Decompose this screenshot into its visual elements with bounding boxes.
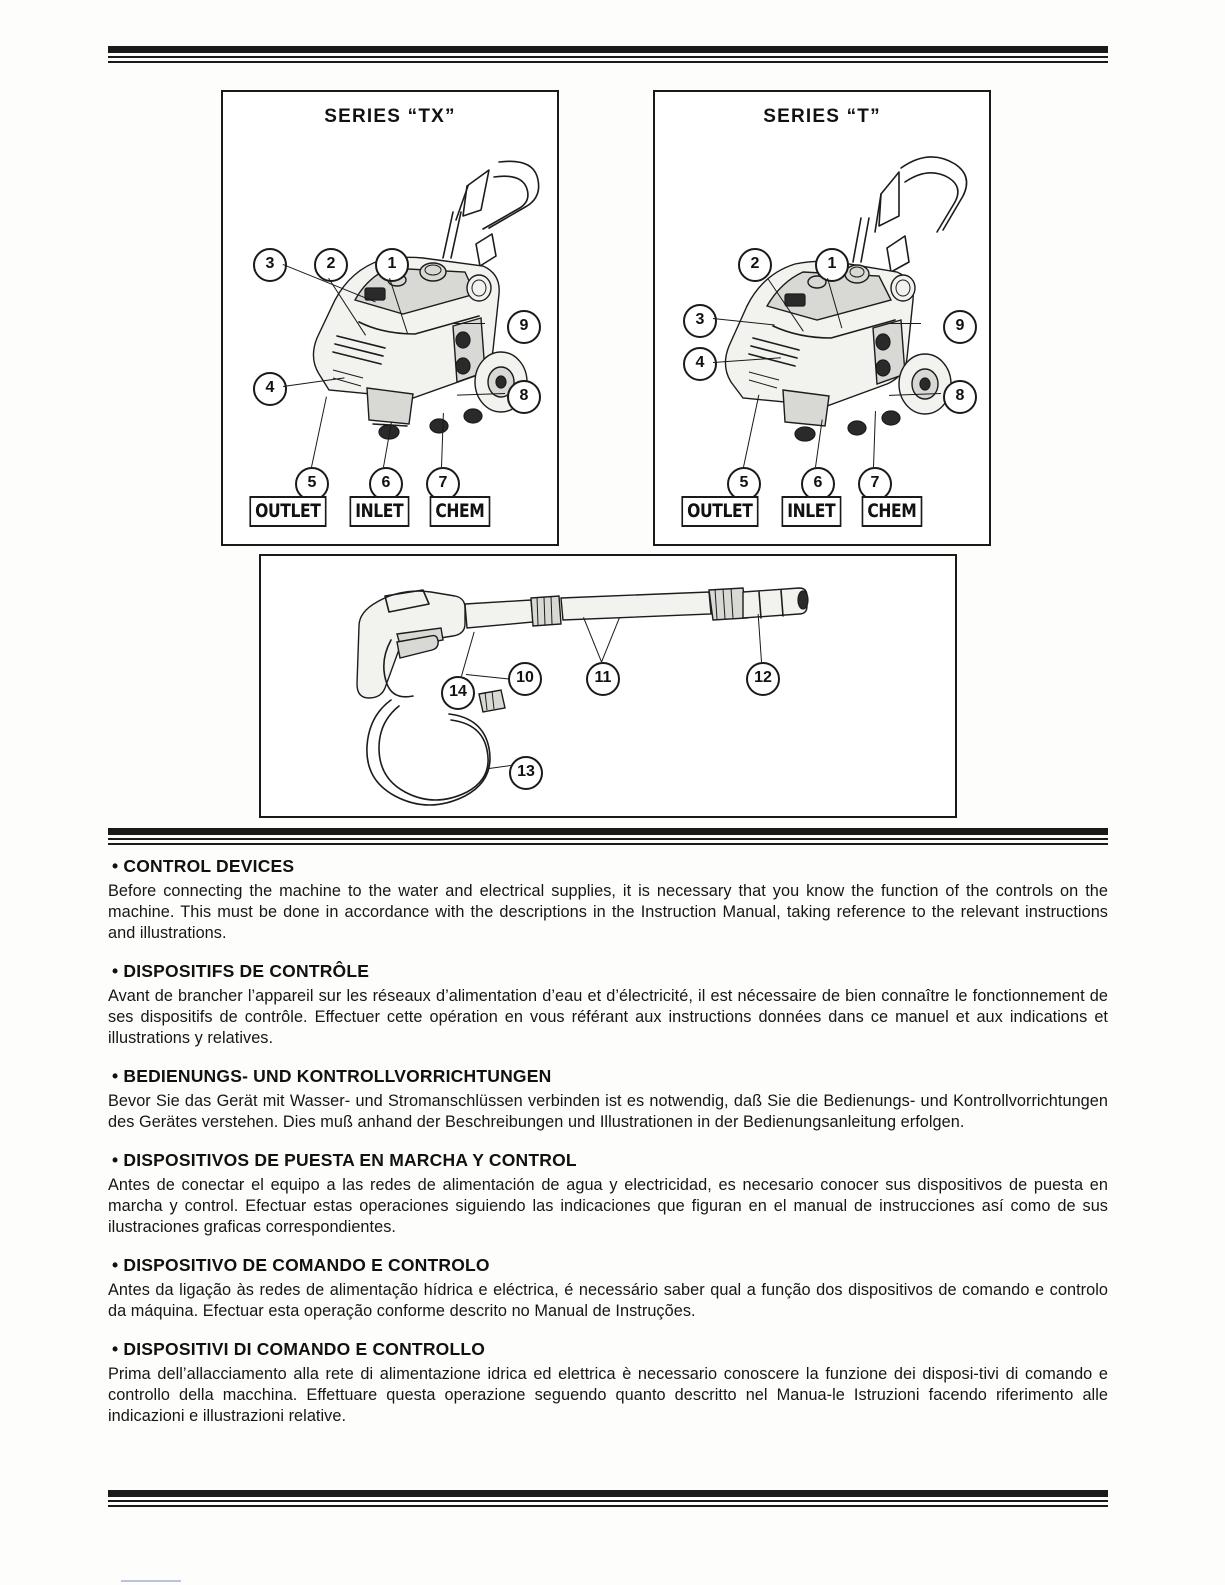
callout-bubble-13: 13 <box>509 756 543 790</box>
page-edge-artifact <box>121 1580 181 1582</box>
callout-bubble-6: 6 <box>369 467 403 501</box>
callout-bubble-4: 4 <box>683 347 717 381</box>
callout-bubble-14: 14 <box>441 676 475 710</box>
section-bedienungs-und-kontrollvorrichtungen <box>108 1066 1108 1133</box>
section-body: Before connecting the machine to the water and electrical supplies, it is necessary that you know the function of the controls on the machine. This must be done in accordance with the descriptions in the Instruction Manual, taking reference to the relevant instructions and illustrations. <box>108 882 1108 942</box>
callout-bubble-7: 7 <box>426 467 460 501</box>
panel-title-series-tx: SERIES “TX” <box>324 106 456 127</box>
pressure-washer-illustration-tx <box>263 140 553 490</box>
figure-panel-gun-lance <box>259 554 957 818</box>
section-heading: • DISPOSITIFS DE CONTRÔLE <box>112 961 370 981</box>
callout-bubble-7: 7 <box>858 467 892 501</box>
port-label-chem: CHEM <box>430 496 490 527</box>
section-heading: • BEDIENUNGS- UND KONTROLLVORRICHTUNGEN <box>112 1066 552 1086</box>
pressure-washer-illustration-t <box>691 132 987 492</box>
section-heading: • DISPOSITIVO DE COMANDO E CONTROLO <box>112 1255 490 1275</box>
section-control-devices <box>108 856 1108 944</box>
decorative-rule-band-middle <box>108 828 1108 848</box>
callout-bubble-2: 2 <box>738 248 772 282</box>
port-label-chem: CHEM <box>862 496 922 527</box>
decorative-rule-band-bottom <box>108 1490 1108 1510</box>
section-body: Avant de brancher l’appareil sur les réseaux d’alimentation d’eau et d’électricité, il est nécessaire de bien connaître le fonctionnement de ses dispositifs de contrôle. Effectuer cette opération en vous référant aux instructions données dans ce manuel et aux indications et illustrations y relatives. <box>108 987 1108 1047</box>
callout-bubble-10: 10 <box>508 662 542 696</box>
callout-bubble-1: 1 <box>815 248 849 282</box>
port-label-row-tx <box>241 496 497 527</box>
callout-bubble-2: 2 <box>314 248 348 282</box>
figure-panel-series-tx <box>221 90 559 546</box>
section-body: Antes de conectar el equipo a las redes de alimentación de agua y electricidad, es necesario conocer sus dispositivos de puesta en marcha y control. Efectuar estas operaciones siguiendo las indicaciones que figuran en el manual de instrucciones así como de sus ilustraciones graficas correspondientes. <box>108 1176 1108 1236</box>
callout-bubble-12: 12 <box>746 662 780 696</box>
section-body: Bevor Sie das Gerät mit Wasser- und Stromanschlüssen verbinden ist es notwendig, daß Sie die Bedienungs- und Kontrollvorrichtungen des Gerätes verstehen. Dies muß anhand der Beschreibungen und Illustrationen in der Bedienungsanleitung erfolgen. <box>108 1092 1108 1131</box>
callout-bubble-5: 5 <box>295 467 329 501</box>
callout-bubble-9: 9 <box>943 310 977 344</box>
section-body: Prima dell’allacciamento alla rete di alimentazione idrica ed elettrica è necessario conoscere la funzione dei disposi-tivi di comando e controllo della macchina. Effettuare questa operazione seguendo quanto descritto nel Manua-le Istruzioni facendo riferimento alle indicazioni e illustrazioni relative. <box>108 1365 1108 1425</box>
port-label-row-t <box>673 496 929 527</box>
port-label-outlet: OUTLET <box>249 496 326 527</box>
spray-gun-illustration <box>341 566 901 816</box>
callout-bubble-8: 8 <box>507 380 541 414</box>
callout-bubble-11: 11 <box>586 662 620 696</box>
callout-bubble-5: 5 <box>727 467 761 501</box>
port-label-inlet: INLET <box>781 496 840 527</box>
section-heading: • DISPOSITIVOS DE PUESTA EN MARCHA Y CONTROL <box>112 1150 577 1170</box>
section-dispositivo-de-comando-e-controlo <box>108 1255 1108 1322</box>
callout-bubble-8: 8 <box>943 380 977 414</box>
section-dispositivos-de-puesta-en-marcha-y-control <box>108 1150 1108 1238</box>
section-heading: • DISPOSITIVI DI COMANDO E CONTROLLO <box>112 1339 486 1359</box>
port-label-inlet: INLET <box>349 496 408 527</box>
multilingual-instruction-text <box>108 856 1108 1444</box>
leader-line <box>887 323 921 324</box>
section-heading: • CONTROL DEVICES <box>112 856 295 876</box>
leader-line <box>453 323 485 324</box>
callout-bubble-6: 6 <box>801 467 835 501</box>
port-label-outlet: OUTLET <box>681 496 758 527</box>
callout-bubble-1: 1 <box>375 248 409 282</box>
callout-bubble-3: 3 <box>683 304 717 338</box>
callout-bubble-9: 9 <box>507 310 541 344</box>
section-dispositivi-di-comando-e-controllo <box>108 1339 1108 1427</box>
decorative-rule-band-top <box>108 46 1108 66</box>
section-dispositifs-de-controle <box>108 961 1108 1049</box>
callout-bubble-4: 4 <box>253 372 287 406</box>
panel-title-series-t: SERIES “T” <box>763 106 881 127</box>
section-body: Antes da ligação às redes de alimentação hídrica e eléctrica, é necessário saber qual a função dos dispositivos de comando e controlo da máquina. Efectuar esta operação conforme descrito no Manual de Instruções. <box>108 1281 1108 1320</box>
figure-panel-series-t <box>653 90 991 546</box>
callout-bubble-3: 3 <box>253 248 287 282</box>
